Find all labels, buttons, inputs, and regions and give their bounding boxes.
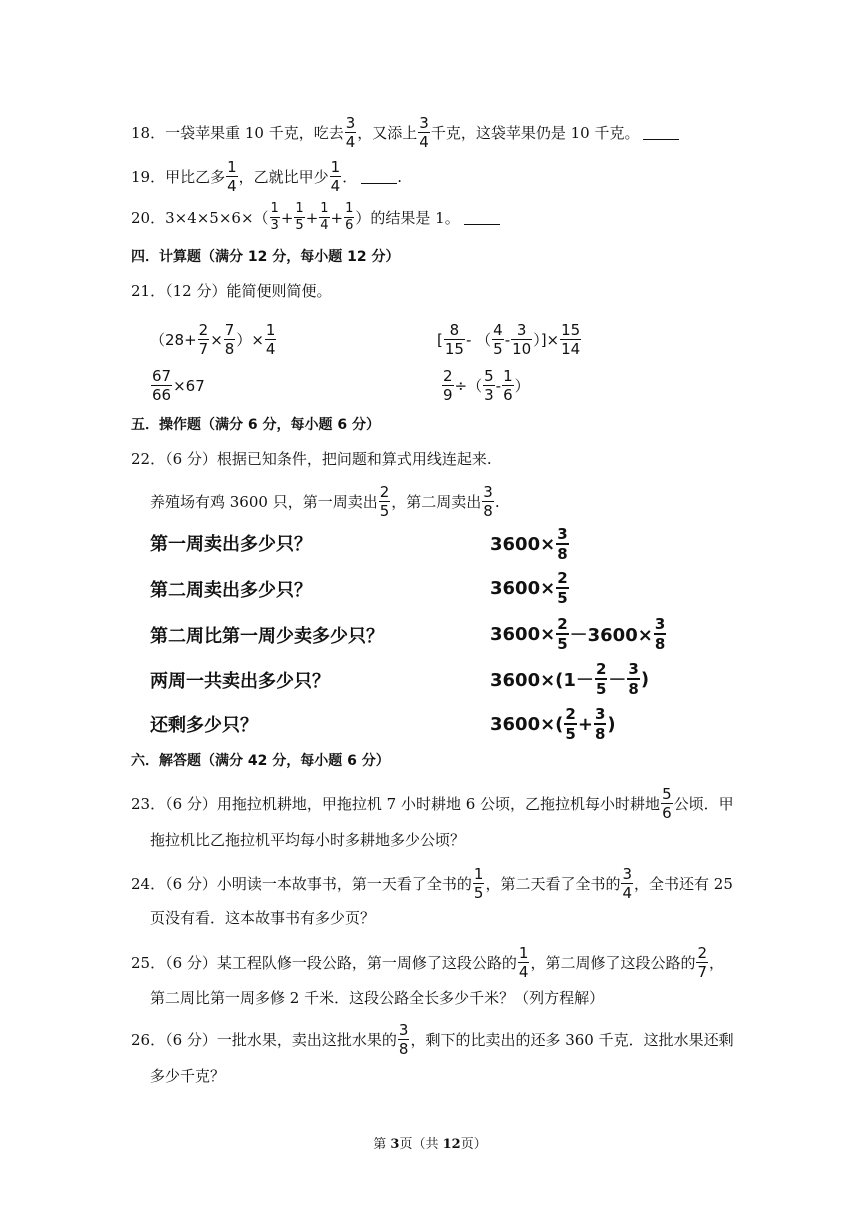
q25-text: 25．（6 分）某工程队修一段公路，第一周修了这段公路的 (131, 953, 517, 972)
fraction: $\frac{8}{15}$ (444, 321, 464, 358)
fraction: $\frac{2}{5}$ (379, 483, 390, 520)
minus-sign: - (495, 376, 502, 395)
expression-4 (441, 368, 530, 403)
match-expression-1[interactable] (490, 526, 570, 562)
match-expression-4[interactable] (490, 661, 649, 697)
question-23-line2: 拖拉机比乙拖拉机平均每小时多耕地多少公顷？ (150, 831, 466, 849)
fraction: $\frac{1}{4}$ (265, 321, 276, 358)
q26-text-b: ，剩下的比卖出的还多 360 千克．这批水果还剩 (410, 1030, 734, 1049)
expr-text: 3600× (490, 623, 556, 645)
fraction: $\frac{3}{8}$ (628, 660, 639, 698)
fraction: $\frac{1}{4}$ (320, 201, 329, 233)
expr-text: [ (437, 330, 443, 349)
q19-text-b: ，乙就比甲少 (238, 167, 329, 186)
q18-text-c: 千克，这袋苹果仍是 10 千克。 (430, 123, 640, 142)
fraction: $\frac{1}{4}$ (518, 944, 529, 981)
q23-text-b: 公顷．甲 (673, 794, 734, 813)
expr-text-m: - （ (465, 330, 492, 349)
fraction: $\frac{5}{6}$ (662, 785, 672, 822)
question-20 (131, 202, 500, 233)
total-pages: 12 (442, 1137, 461, 1152)
answer-blank[interactable] (643, 125, 679, 140)
q26-text: 26．（6 分）一批水果，卖出这批水果的 (131, 1030, 397, 1049)
fraction: $\frac{2}{9}$ (443, 367, 453, 404)
q20-text: 20．3×4×5×6×（ (131, 208, 269, 227)
fraction: $\frac{1}{6}$ (503, 367, 513, 404)
question-22: 22．（6 分）根据已知条件，把问题和算式用线连起来. (131, 450, 492, 468)
fraction: $\frac{5}{3}$ (484, 367, 494, 404)
fraction: $\frac{4}{5}$ (493, 321, 503, 358)
fraction: $\frac{3}{8}$ (654, 615, 666, 653)
condition-text-d: . (494, 492, 500, 511)
fraction: $\frac{1}{4}$ (227, 158, 237, 195)
expr-text: 3600× (490, 533, 556, 555)
q25-text-c: ， (709, 953, 725, 972)
match-question-1[interactable]: 第一周卖出多少只？ (150, 534, 312, 555)
answer-blank[interactable] (464, 210, 500, 225)
question-19 (131, 159, 402, 194)
fraction: $\frac{1}{5}$ (295, 201, 304, 233)
expression-2 (437, 322, 582, 357)
page-footer (0, 1133, 860, 1152)
fraction: $\frac{2}{7}$ (697, 944, 708, 981)
condition-text-c: ，第二周卖出 (391, 492, 482, 511)
answer-blank[interactable] (361, 169, 397, 184)
section-4-heading: 四．计算题（满分 12 分，每小题 12 分） (131, 249, 400, 265)
question-22-condition (150, 484, 500, 519)
expr-text-b: ×67 (173, 376, 205, 395)
q23-text: 23．（6 分）用拖拉机耕地，甲拖拉机 7 小时耕地 6 公顷，乙拖拉机每小时耕地 (131, 794, 661, 813)
q18-text: 18．一袋苹果重 10 千克，吃去 (131, 123, 344, 142)
q19-text-c: ． (342, 167, 358, 186)
question-24 (131, 866, 733, 901)
q24-text-c: ，全书还有 25 (634, 874, 733, 893)
fraction: $\frac{3}{4}$ (622, 865, 633, 902)
expr-text: （28+ (150, 330, 197, 349)
fraction: $\frac{1}{3}$ (270, 201, 279, 233)
match-question-5[interactable]: 还剩多少只？ (150, 715, 258, 736)
fraction: $\frac{3}{10}$ (512, 321, 532, 358)
fraction: $\frac{3}{4}$ (345, 114, 356, 151)
question-24-line2: 页没有看．这本故事书有多少页？ (150, 909, 376, 927)
fraction: $\frac{3}{4}$ (419, 114, 429, 151)
fraction: $\frac{1}{4}$ (330, 158, 341, 195)
footer-text-b: 页（共 (399, 1137, 443, 1152)
q19-text: 19．甲比乙多 (131, 167, 226, 186)
fraction: $\frac{3}{8}$ (398, 1021, 409, 1058)
fraction: $\frac{1}{5}$ (473, 865, 484, 902)
expr-text-c: ) (607, 713, 616, 735)
fraction: $\frac{2}{5}$ (557, 615, 568, 653)
question-25-line2: 第二周比第一周多修 2 千米．这段公路全长多少千米？（列方程解） (150, 989, 605, 1007)
q20-text-b: ）的结果是 1。 (355, 208, 460, 227)
expr-text: 3600×(1－ (490, 670, 594, 691)
q19-text-d: . (397, 167, 402, 186)
fraction: $\frac{3}{8}$ (557, 525, 568, 563)
fraction: $\frac{3}{8}$ (594, 705, 606, 743)
footer-text-c: 页） (460, 1137, 487, 1152)
fraction: $\frac{67}{66}$ (152, 367, 172, 404)
fraction: $\frac{2}{5}$ (565, 705, 576, 743)
expression-3 (150, 368, 205, 403)
plus-sign: + (280, 208, 294, 227)
fraction: $\frac{2}{5}$ (557, 569, 568, 607)
expr-text-b: + (577, 713, 593, 735)
times-sign: × (210, 330, 223, 349)
expr-text: 3600× (490, 577, 556, 599)
fraction: $\frac{1}{6}$ (345, 201, 354, 233)
expr-text-b: － (608, 670, 627, 691)
expr-text: 3600×( (490, 713, 564, 735)
match-expression-5[interactable] (490, 706, 616, 742)
question-21: 21．（12 分）能简便则简便。 (131, 282, 332, 300)
fraction: $\frac{2}{5}$ (595, 660, 607, 698)
fraction: $\frac{15}{14}$ (561, 321, 581, 358)
fraction: $\frac{3}{8}$ (483, 483, 493, 520)
match-expression-2[interactable] (490, 570, 570, 606)
section-6-heading: 六．解答题（满分 42 分，每小题 6 分） (131, 753, 390, 769)
expr-text-c: ） (514, 376, 530, 395)
footer-text: 第 (373, 1137, 391, 1152)
condition-text: 养殖场有鸡 3600 只，第一周卖出 (150, 492, 378, 511)
minus-sign: - (504, 330, 511, 349)
expr-text-b: －3600× (569, 625, 653, 646)
expr-text-b: ）]× (533, 330, 560, 349)
q24-text: 24．（6 分）小明读一本故事书，第一天看了全书的 (131, 874, 472, 893)
q25-text-b: ，第二周修了这段公路的 (530, 953, 696, 972)
question-23 (131, 786, 734, 821)
expr-text-b: ）× (236, 330, 264, 349)
match-expression-3[interactable] (490, 616, 667, 652)
fraction: $\frac{2}{7}$ (198, 321, 209, 358)
expression-1 (150, 322, 277, 357)
question-18 (131, 115, 679, 150)
plus-sign: + (305, 208, 319, 227)
question-25 (131, 945, 724, 980)
expr-text-c: ) (640, 668, 650, 690)
expr-text-b: ÷（ (454, 376, 483, 395)
match-question-2[interactable]: 第二周卖出多少只？ (150, 580, 312, 601)
plus-sign: + (330, 208, 344, 227)
question-26 (131, 1022, 734, 1057)
match-question-4[interactable]: 两周一共卖出多少只？ (150, 671, 330, 692)
match-question-3[interactable]: 第二周比第一周少卖多少只？ (150, 626, 384, 647)
fraction: $\frac{7}{8}$ (224, 321, 235, 358)
q18-text-b: ，又添上 (357, 123, 418, 142)
question-26-line2: 多少千克？ (150, 1067, 226, 1085)
section-5-heading: 五．操作题（满分 6 分，每小题 6 分） (131, 417, 380, 433)
q24-text-b: ，第二天看了全书的 (485, 874, 621, 893)
page-number: 3 (390, 1137, 400, 1152)
